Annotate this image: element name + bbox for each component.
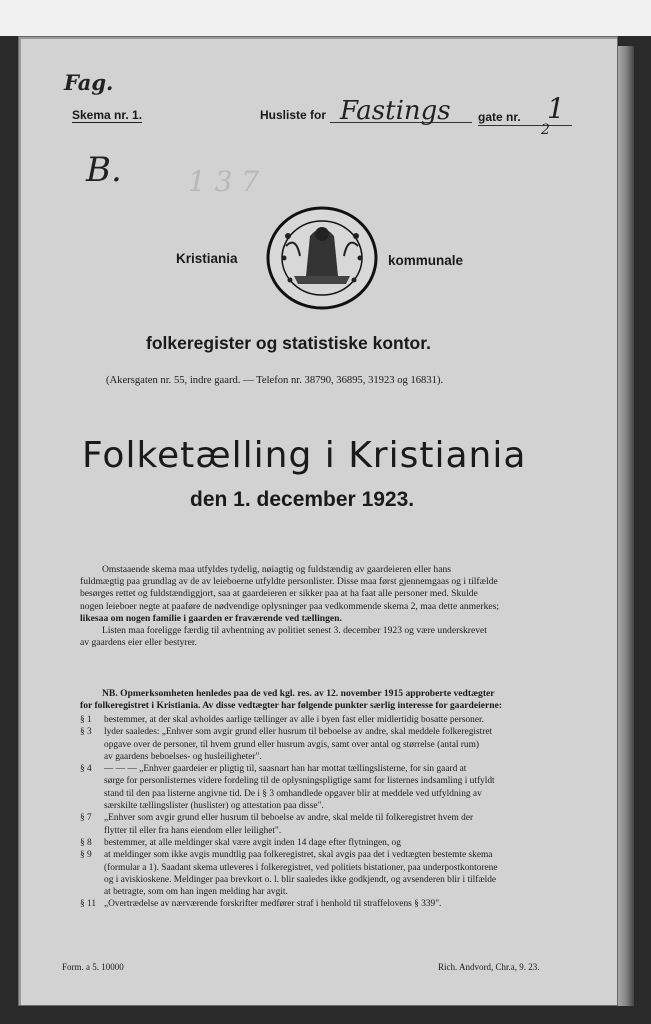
section-number (80, 825, 104, 837)
section-text: bestemmer, at alle meldinger skal være avgit inden 14 dage efter flytningen, og (104, 837, 401, 848)
nb-paragraph (80, 688, 568, 712)
section-row (80, 825, 570, 837)
section-number: § 3 (80, 727, 92, 738)
census-title: Folketælling i Kristiania (82, 435, 527, 476)
office-right-word: kommunale (388, 253, 464, 268)
section-text: (formular a 1). Saadant skema utleveres i folkeregistret, ved politiets bistationer, paa underpostkontorene (104, 862, 498, 873)
section-number: § 1 (80, 715, 92, 725)
top-background (0, 0, 651, 36)
section-row (80, 751, 570, 763)
form-number: Form. a 5. 10000 (62, 962, 124, 972)
section-text: at meldinger som ikke avgis mundtlig paa folkeregistret, skal avgis paa det i vedtægten bestemte skema (104, 850, 493, 861)
section-number: § 8 (80, 837, 92, 848)
section-number (80, 862, 104, 874)
section-number: § 9 (80, 850, 92, 861)
intro-line: av gaardens eier eller bestyrer. (80, 637, 197, 649)
printer-credit: Rich. Andvord, Chr.a, 9. 23. (438, 962, 540, 972)
section-number (80, 775, 104, 787)
section-text: og i aviskioskene. Meldinger paa brevkort o. l. blir saaledes ikke godkjendt, og avsenderen blir i tilfælde (104, 874, 497, 885)
section-text: av gaardens beboelses- og husleiligheter". (104, 751, 262, 762)
intro-line: besørges rettet og fuldstændiggjort, saa at gaardeieren er sikker paa at ha faat alle personer med. Skulde (80, 588, 478, 600)
section-text: særskilte tællingslister (huslister) og attestation paa disse". (104, 801, 324, 812)
section-number (80, 886, 104, 898)
section-number (80, 800, 104, 812)
section-row (80, 775, 570, 787)
office-address: (Akersgaten nr. 55, indre gaard. — Telefon nr. 38790, 36895, 31923 og 16831). (106, 375, 444, 386)
intro-line: Listen maa foreligge færdig til avhentning av politiet senest 3. december 1923 og være underskrevet (102, 625, 487, 637)
intro-line: nogen leieboer negte at paaføre de nødvendige oplysninger paa vedkommende skema 2, maa dette anmerkes; (80, 600, 500, 612)
section-text: opgave over de personer, til hvem grund eller husrum avgis, samt over antal og størrelse (antal rum) (104, 739, 480, 750)
number-sub-handwritten: 2 (541, 122, 550, 138)
section-row (80, 812, 570, 824)
section-text: bestemmer, at der skal avholdes aarlige tællinger av alle i byen fast eller midlertidig bosatte personer. (104, 715, 484, 725)
section-number: § 4 (80, 764, 92, 775)
section-text: „Enhver som avgir grund eller husrum til beboelse av andre, skal melde til folkeregistret hvem der (104, 813, 474, 824)
gate-label: gate nr. (478, 110, 521, 124)
section-row (80, 862, 570, 874)
number-handwritten: 1 (547, 92, 565, 125)
section-number: § 7 (80, 813, 92, 824)
section-number: § 11 (80, 899, 97, 910)
section-row (80, 874, 570, 886)
faint-pencil-mark: 1 3 7 (188, 165, 260, 198)
section-row (80, 739, 570, 751)
section-text: sørge for personlisternes videre fordeling til de oplysningspligtige samt for listernes indsamling i utfyldt (104, 776, 495, 787)
schema-label: Skema nr. 1. (72, 108, 143, 122)
section-number (80, 788, 104, 800)
section-number (80, 739, 104, 751)
letter-handwritten: B. (86, 150, 122, 190)
section-row (80, 714, 570, 726)
section-text: flytter til eller fra hans eiendom eller leilighet". (104, 825, 282, 836)
section-text: stand til den paa listerne angivne tid. De i § 3 omhandlede opgaver blir at meddele ved utfyldning av (104, 788, 482, 799)
intro-line: fuldmægtig paa grundlag av de av leieboerne utfyldte personlister. Disse maa først gjennemgaas og i tilfælde (80, 576, 498, 588)
section-row (80, 849, 570, 861)
section-row (80, 898, 570, 910)
husliste-label: Husliste for (260, 108, 327, 122)
handwritten-top-note: Fag. (64, 70, 114, 95)
street-handwritten: Fastings (340, 96, 451, 126)
office-name: folkeregister og statistiske kontor. (146, 333, 431, 353)
nb-line: for folkeregistret i Kristiania. Av disse vedtægter har følgende punkter særlig interesse for gaardeierne: (80, 700, 503, 712)
intro-line: likesaa om nogen familie i gaarden er fraværende ved tællingen. (80, 612, 342, 624)
intro-line: Omstaaende skema maa utfyldes tydelig, nøiagtig og fuldstændig av gaardeieren eller hans (102, 564, 452, 575)
gate-underline (478, 125, 572, 126)
office-left-word: Kristiania (176, 251, 238, 266)
nb-line: NB. Opmerksomheten henledes paa de ved kgl. res. av 12. november 1915 approberte vedtægter (102, 688, 495, 699)
section-row (80, 726, 570, 738)
city-seal-icon (266, 206, 378, 310)
section-text: at betragte, som om han ingen melding har avgit. (104, 887, 288, 898)
section-text: „Overtrædelse av nærværende forskrifter medfører straf i henhold til straffelovens § 339". (104, 899, 442, 910)
section-row (80, 800, 570, 812)
census-date: den 1. december 1923. (190, 488, 415, 511)
section-text: — — — „Enhver gaardeier er pligtig til, saasnart han har mottat tællingslisterne, for sin gaard at (104, 764, 467, 775)
section-row (80, 763, 570, 775)
section-number (80, 874, 104, 886)
section-number (80, 751, 104, 763)
section-row (80, 837, 570, 849)
section-row (80, 788, 570, 800)
statute-sections (80, 714, 570, 911)
intro-paragraph (80, 564, 568, 649)
section-row (80, 886, 570, 898)
section-text: lyder saaledes: „Enhver som avgir grund eller husrum til beboelse av andre, skal meddele folkeregistret (104, 727, 493, 738)
